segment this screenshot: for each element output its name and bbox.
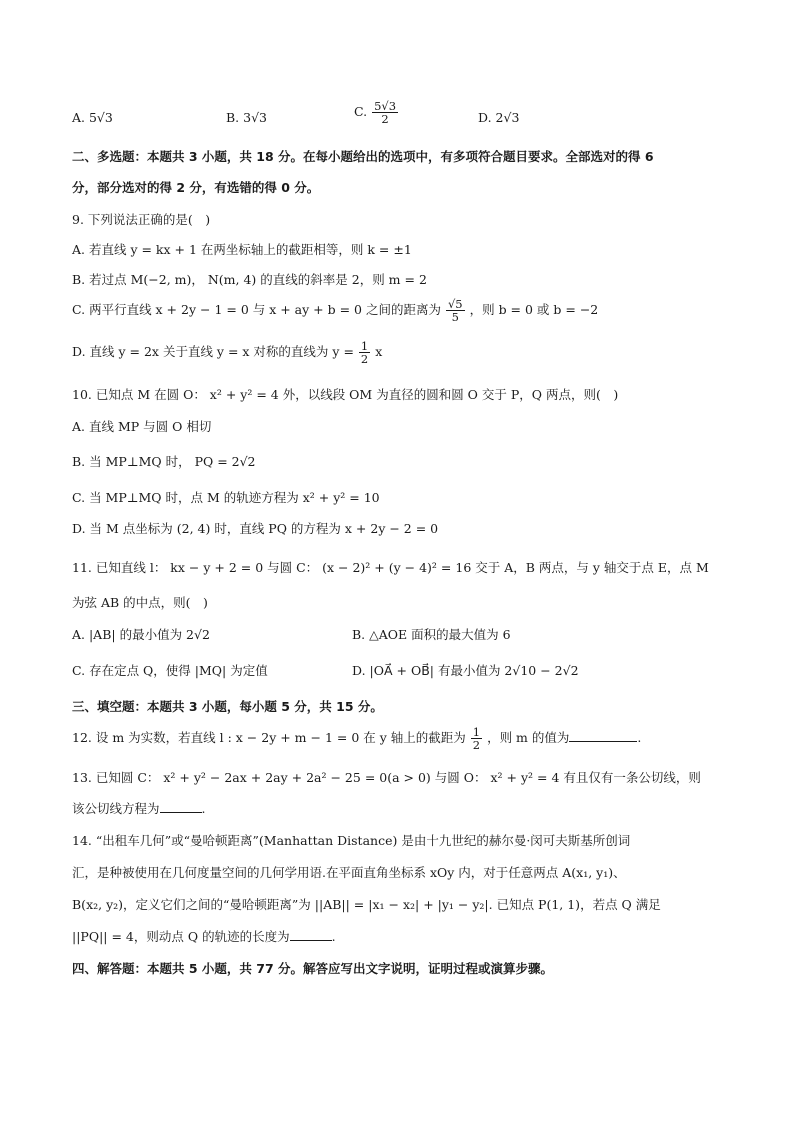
q8-option-c-den: 2: [381, 112, 389, 127]
q8-option-b: B. 3√3: [226, 110, 268, 125]
q10-option-a: A. 直线 MP 与圆 O 相切: [72, 419, 212, 434]
q14-line4: [72, 927, 734, 945]
q12-post: ，则 m 的值为: [487, 730, 570, 746]
q12-fraction: [471, 726, 482, 751]
q10-stem: 10. 已知点 M 在圆 O： x² + y² = 4 外，以线段 OM 为直径的圆和圆 O 交于 P，Q 两点，则( ): [72, 387, 619, 402]
q14-line3: B(x₂, y₂)，定义它们之间的“曼哈顿距离”为 ||AB|| = |x₁ − x₂| + |y₁ − y₂|. 已知点 P(1, 1)，若点 Q 满足: [72, 897, 661, 912]
q9-option-a: A. 若直线 y = kx + 1 在两坐标轴上的截距相等，则 k = ±1: [72, 242, 412, 257]
q8-option-c-prefix: C.: [354, 104, 368, 120]
q14-line4-text: ||PQ|| = 4，则动点 Q 的轨迹的长度为: [72, 929, 290, 944]
q9-option-d-num: 1: [360, 339, 369, 353]
q10-option-b: B. 当 MP⊥MQ 时， PQ = 2√2: [72, 454, 256, 469]
q14-answer-blank[interactable]: [290, 940, 332, 941]
q9-option-c-fraction: [446, 298, 465, 323]
q11-option-c: C. 存在定点 Q，使得 |MQ| 为定值: [72, 663, 268, 678]
q11-stem-line2: 为弦 AB 的中点，则( ): [72, 595, 208, 610]
q11-stem-line1: 11. 已知直线 l： kx − y + 2 = 0 与圆 C： (x − 2)² + (y − 4)² = 16 交于 A，B 两点，与 y 轴交于点 E，点 M: [72, 560, 709, 575]
q12-pre: 12. 设 m 为实数，若直线 l : x − 2y + m − 1 = 0 在 y 轴上的截距为: [72, 730, 466, 746]
q8-option-a: A. 5√3: [72, 110, 113, 125]
q9-option-c-num: √5: [447, 297, 463, 311]
section4-heading: 四、解答题：本题共 5 小题，共 77 分。解答应写出文字说明，证明过程或演算步骤。: [72, 961, 554, 976]
q9-option-d-post: x: [375, 344, 383, 360]
q13-answer-blank[interactable]: [160, 812, 202, 813]
q8-option-c-fraction: [372, 100, 398, 125]
q13-end: .: [201, 801, 206, 816]
q9-stem: 9. 下列说法正确的是( ): [72, 212, 211, 227]
q9-option-d: [72, 340, 734, 365]
q9-option-d-den: 2: [360, 352, 369, 367]
q14-end: .: [331, 929, 336, 944]
section2-heading-line2: 分，部分选对的得 2 分，有选错的得 0 分。: [72, 180, 320, 195]
q9-option-d-pre: D. 直线 y = 2x 关于直线 y = x 对称的直线为 y =: [72, 344, 354, 360]
q12-num: 1: [472, 725, 481, 739]
q13-line2: [72, 799, 734, 817]
q14-line2: 汇，是种被使用在几何度量空间的几何学用语.在平面直角坐标系 xOy 内，对于任意两点 A(x₁, y₁)、: [72, 865, 626, 880]
q11-option-a: A. |AB| 的最小值为 2√2: [72, 627, 210, 642]
q9-option-c-den: 5: [451, 310, 459, 325]
q10-option-c: C. 当 MP⊥MQ 时，点 M 的轨迹方程为 x² + y² = 10: [72, 490, 380, 505]
q8-option-d: D. 2√3: [478, 110, 520, 125]
q13-line1: 13. 已知圆 C： x² + y² − 2ax + 2ay + 2a² − 25 = 0(a > 0) 与圆 O： x² + y² = 4 有且仅有一条公切线，则: [72, 770, 701, 785]
q11-option-d: D. |OA⃗ + OB⃗| 有最小值为 2√10 − 2√2: [352, 663, 579, 678]
q13-line2-text: 该公切线方程为: [72, 801, 160, 816]
q9-option-c: [72, 298, 734, 323]
section3-heading: 三、填空题：本题共 3 小题，每小题 5 分，共 15 分。: [72, 699, 383, 714]
q12-answer-blank[interactable]: [569, 741, 637, 742]
q9-option-c-post: ，则 b = 0 或 b = −2: [469, 302, 599, 318]
q12-line: [72, 726, 734, 751]
q9-option-b: B. 若过点 M(−2, m)， N(m, 4) 的直线的斜率是 2，则 m = 2: [72, 272, 427, 287]
q14-line1: 14. “出租车几何”或“曼哈顿距离”(Manhattan Distance) 是由十九世纪的赫尔曼·闵可夫斯基所创词: [72, 833, 631, 848]
q11-option-b: B. △AOE 面积的最大值为 6: [352, 627, 511, 642]
q9-option-c-pre: C. 两平行直线 x + 2y − 1 = 0 与 x + ay + b = 0 之间的距离为: [72, 302, 441, 318]
q10-option-d: D. 当 M 点坐标为 (2, 4) 时，直线 PQ 的方程为 x + 2y − 2 = 0: [72, 521, 439, 536]
q12-end: .: [637, 730, 642, 746]
section2-heading-line1: 二、多选题：本题共 3 小题，共 18 分。在每小题给出的选项中，有多项符合题目要求。全部选对的得 6: [72, 149, 654, 164]
q8-option-c: [354, 100, 399, 125]
q8-option-c-num: 5√3: [374, 99, 397, 113]
q12-den: 2: [472, 738, 481, 753]
q9-option-d-fraction: [359, 340, 370, 365]
